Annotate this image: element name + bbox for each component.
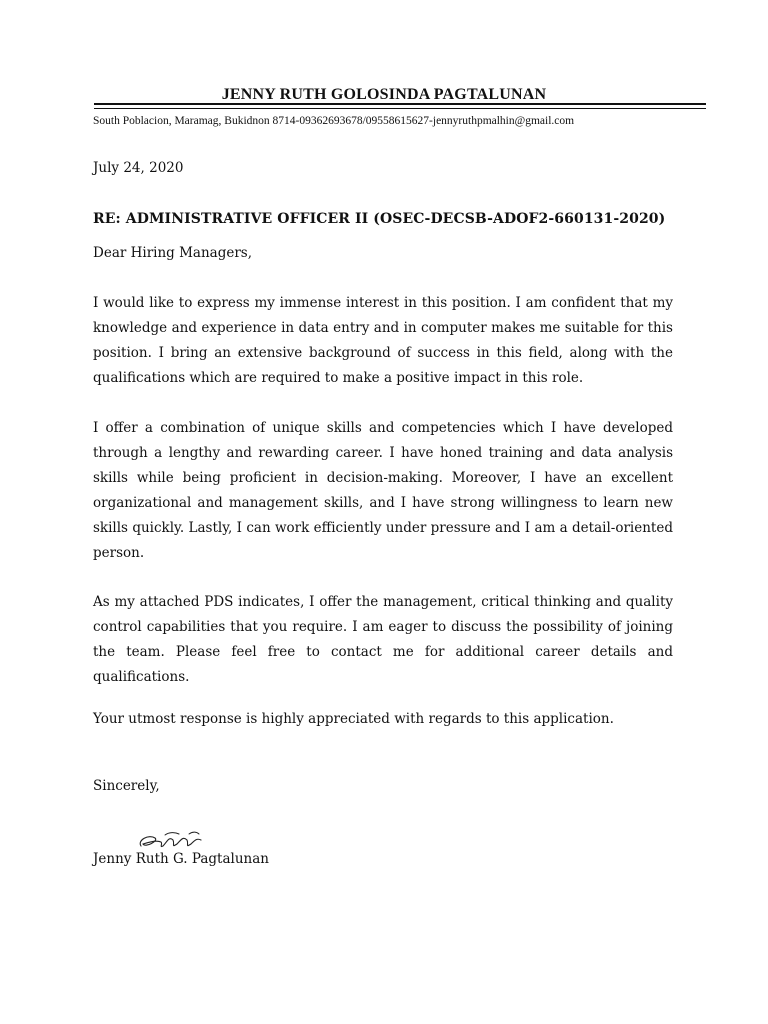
- header-rule-thin: [94, 108, 706, 109]
- handwritten-signature: [135, 826, 207, 854]
- letter-date: July 24, 2020: [93, 160, 184, 176]
- salutation: Dear Hiring Managers,: [93, 245, 253, 261]
- subject-line: RE: ADMINISTRATIVE OFFICER II (OSEC-DECSB-ADOF2-660131-2020): [93, 211, 666, 227]
- applicant-name-heading: JENNY RUTH GOLOSINDA PAGTALUNAN: [221, 86, 547, 103]
- closing: Sincerely,: [93, 778, 160, 794]
- body-paragraph-1: I would like to express my immense interest in this position. I am confident that my knowledge and experience in data entry and in computer makes me suitable for this position. I bring an extensive background of success in this field, along with the qualifications which are required to make a positive impact in this role.: [93, 295, 673, 386]
- body-paragraph-2: I offer a combination of unique skills and competencies which I have developed through a lengthy and rewarding career. I have honed training and data analysis skills while being proficient in decision-making. Moreover, I have an excellent organizational and management skills, and I have strong willingness to learn new skills quickly. Lastly, I can work efficiently under pressure and I am a detail-oriented person.: [93, 420, 673, 561]
- contact-address: South Poblacion, Maramag, Bukidnon 8714-09362693678/09558615627-jennyruthpmalhin@gmail.com: [93, 115, 575, 127]
- body-paragraph-3: As my attached PDS indicates, I offer the management, critical thinking and quality control capabilities that you require. I am eager to discuss the possibility of joining the team. Please feel free to contact me for additional career details and qualifications.: [93, 594, 673, 685]
- body-paragraph-4: Your utmost response is highly appreciated with regards to this application.: [93, 711, 614, 727]
- signature-name: Jenny Ruth G. Pagtalunan: [93, 851, 269, 867]
- header-rule-thick: [94, 103, 706, 105]
